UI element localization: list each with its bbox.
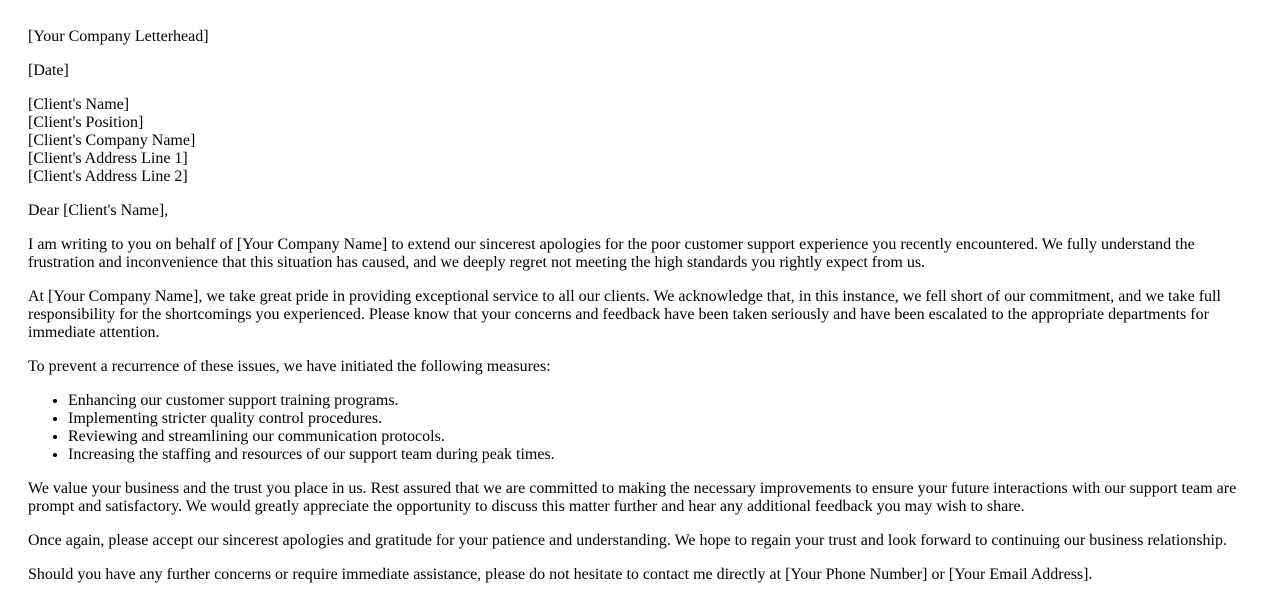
letterhead: [Your Company Letterhead] xyxy=(28,28,209,45)
recipient-name: [Client's Name] xyxy=(28,96,130,113)
list-item: • Enhancing our customer support training programs. xyxy=(68,392,1250,410)
recipient-address xyxy=(28,96,1250,186)
measures-list xyxy=(28,392,1250,464)
body-paragraph-value: We value your business and the trust you place in us. Rest assured that we are committed to making the necessary improvements to ensure your future interactions with our support team are prompt and satisfactory. We would greatly appreciate the opportunity to discuss this matter further and hear any additional feedback you may wish to share. xyxy=(28,480,1237,515)
body-paragraph-apology-again: Once again, please accept our sincerest apologies and gratitude for your patience and understanding. We hope to regain your trust and look forward to continuing our business relationship. xyxy=(28,532,1227,549)
list-item: • Implementing stricter quality control procedures. xyxy=(68,410,1250,428)
recipient-position: [Client's Position] xyxy=(28,114,144,131)
list-item: • Increasing the staffing and resources of our support team during peak times. xyxy=(68,446,1250,464)
body-paragraph-responsibility: At [Your Company Name], we take great pride in providing exceptional service to all our clients. We acknowledge that, in this instance, we fell short of our commitment, and we take full responsibility for the shortcomings you experienced. Please know that your concerns and feedback have been taken seriously and have been escalated to the appropriate departments for immediate attention. xyxy=(28,288,1221,341)
body-paragraph-apology: I am writing to you on behalf of [Your Company Name] to extend our sincerest apologies for the poor customer support experience you recently encountered. We fully understand the frustration and inconvenience that this situation has caused, and we deeply regret not meeting the high standards you rightly expect from us. xyxy=(28,236,1195,271)
recipient-address-line-1: [Client's Address Line 1] xyxy=(28,150,188,167)
body-paragraph-contact: Should you have any further concerns or require immediate assistance, please do not hesitate to contact me directly at [Your Phone Number] or [Your Email Address]. xyxy=(28,566,1093,583)
salutation: Dear [Client's Name], xyxy=(28,202,169,219)
letter-date: [Date] xyxy=(28,62,69,79)
recipient-company: [Client's Company Name] xyxy=(28,132,196,149)
list-item: • Reviewing and streamlining our communication protocols. xyxy=(68,428,1250,446)
recipient-address-line-2: [Client's Address Line 2] xyxy=(28,168,188,185)
body-paragraph-measures-intro: To prevent a recurrence of these issues, we have initiated the following measures: xyxy=(28,358,551,375)
